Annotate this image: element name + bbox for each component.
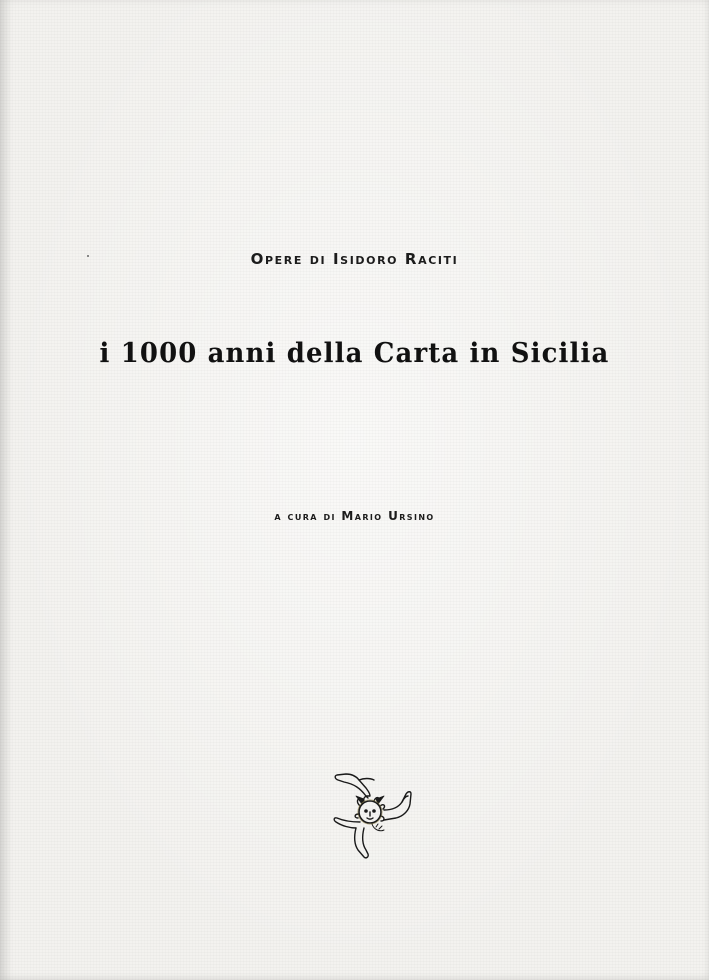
trinacria-leg-upper: [335, 774, 370, 796]
editor-line: a cura di Mario Ursino: [274, 509, 435, 523]
spine-shadow: [0, 0, 12, 980]
series-line: Opere di Isidoro Raciti: [250, 250, 459, 268]
trinacria-icon: [326, 766, 416, 862]
book-title: i 1000 anni della Carta in Sicilia: [99, 338, 610, 369]
trinacria-leg-lower: [355, 828, 369, 858]
